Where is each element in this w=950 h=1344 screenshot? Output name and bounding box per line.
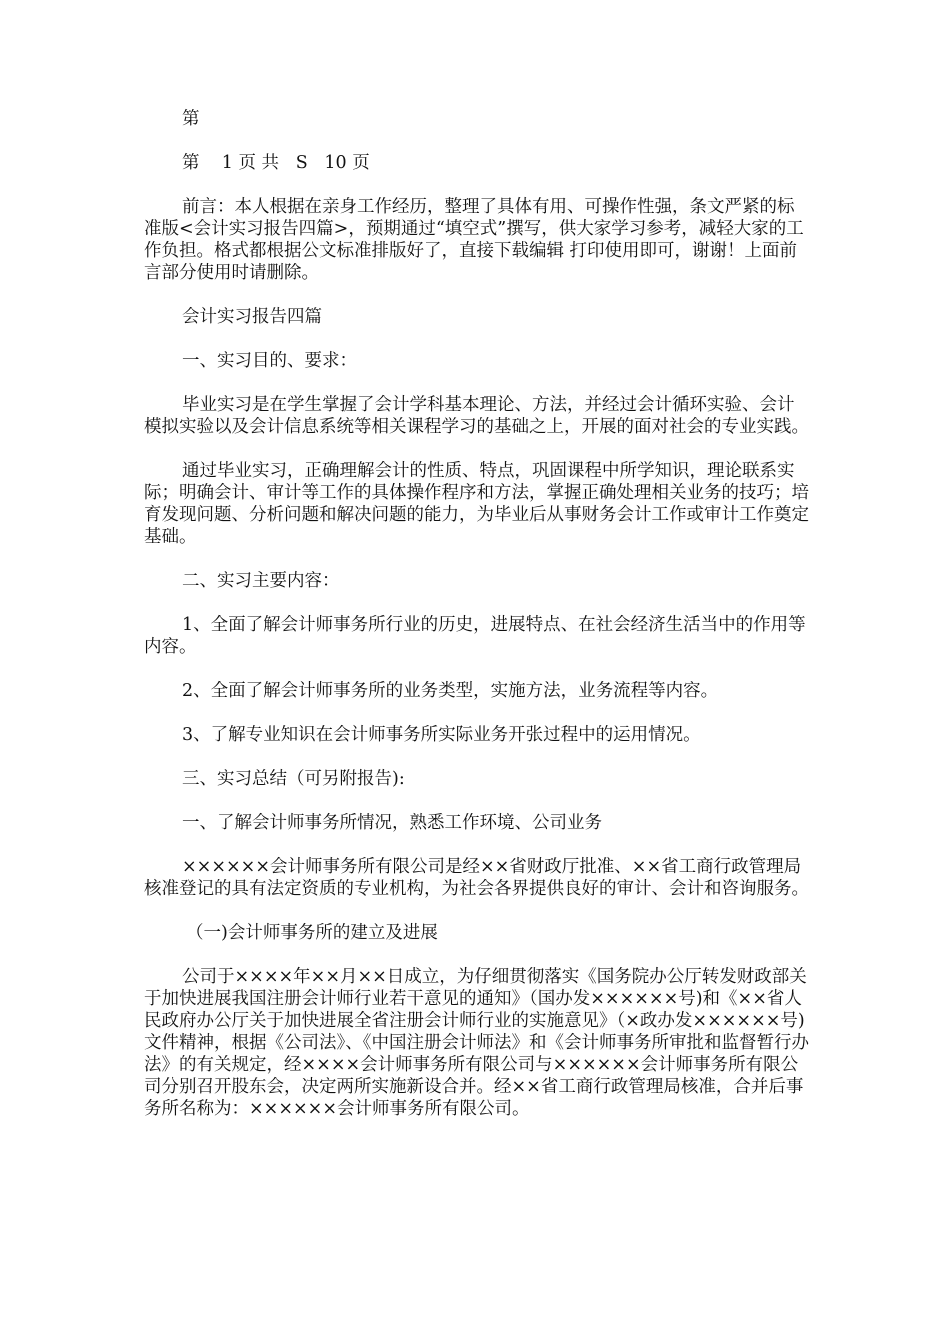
section2-item-3: 3、了解专业知识在会计师事务所实际业务开张过程中的运用情况。: [182, 725, 701, 745]
section1-paragraph-2: 通过毕业实习，正确理解会计的性质、特点，巩固课程中所学知识，理论联系实际；明确会计、审计等工作的具体操作程序和方法，掌握正确处理相关业务的技巧；培育发现问题、分析问题和解决问题的能力，为毕业后从事财务会计工作或审计工作奠定基础。: [144, 461, 809, 547]
section2-item-1: 1、全面了解会计师事务所行业的历史，进展特点、在社会经济生活当中的作用等内容。: [144, 615, 806, 657]
section1-paragraph-1: 毕业实习是在学生掌握了会计学科基本理论、方法，并经过会计循环实验、会计模拟实验以及会计信息系统等相关课程学习的基础之上，开展的面对社会的专业实践。: [144, 395, 809, 437]
page-number-line: 第 1 页 共 S 10 页: [182, 153, 370, 173]
preface-paragraph: 前言：本人根据在亲身工作经历，整理了具体有用、可操作性强，条文严紧的标准版<会计实习报告四篇>，预期通过“填空式”撰写，供大家学习参考，减轻大家的工作负担。格式都根据公文标准排版好了，直接下载编辑 打印使用即可，谢谢！上面前言部分使用时请删除。: [144, 197, 804, 283]
section3-paragraph-1: ××××××会计师事务所有限公司是经××省财政厅批准、××省工商行政管理局核准登记的具有法定资质的专业机构，为社会各界提供良好的审计、会计和咨询服务。: [144, 857, 809, 899]
document-page: [144, 108, 810, 1142]
section3-paragraph-2: 公司于××××年××月××日成立，为仔细贯彻落实《国务院办公厅转发财政部关于加快进展我国注册会计师行业若干意见的通知》（国办发××××××号)和《××省人民政府办公厅关于加快进展全省注册会计师行业的实施意见》（×政办发××××××号)文件精神，根据《公司法》、《中国注册会计师法》和《会计师事务所审批和监督暂行办法》的有关规定，经××××会计师事务所有限公司与××××××会计师事务所有限公司分别召开股东会，决定两所实施新设合并。经××省工商行政管理局核准，合并后事务所名称为：××××××会计师事务所有限公司。: [144, 967, 809, 1119]
document-title: 会计实习报告四篇: [182, 307, 322, 327]
section3-heading: 三、实习总结（可另附报告):: [182, 769, 405, 789]
header-word: 第: [182, 109, 200, 129]
section3-subheading-1: 一、了解会计师事务所情况，熟悉工作环境、公司业务: [182, 813, 602, 833]
section2-heading: 二、实习主要内容：: [182, 571, 340, 591]
section3-subheading-2: （一)会计师事务所的建立及进展: [186, 923, 438, 943]
section2-item-2: 2、全面了解会计师事务所的业务类型，实施方法，业务流程等内容。: [182, 681, 719, 701]
section1-heading: 一、实习目的、要求：: [182, 351, 357, 371]
